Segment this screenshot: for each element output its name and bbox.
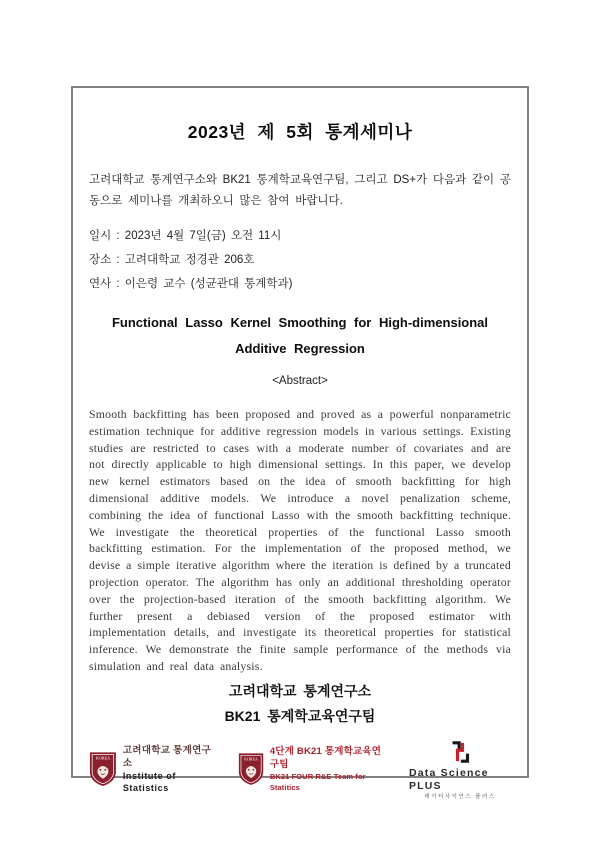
dsplus-name: Data Science PLUS [408, 766, 489, 792]
logo-row [89, 737, 511, 801]
detail-datetime: 일시 : 2023년 4월 7일(금) 오전 11시 [89, 230, 282, 242]
document-frame [71, 86, 529, 800]
page-title: 2023년 제 5회 통계세미나 [187, 122, 413, 142]
host-line-1: 고려대학교 통계연구소 [228, 682, 372, 699]
dsplus-subtitle: 데이터사이언스 플러스 [424, 793, 496, 800]
institute-logo-text [123, 744, 212, 794]
bk21-name-english: BK21 FOUR R&E Team for Statitics [269, 771, 366, 792]
korea-university-shield-icon [238, 750, 264, 788]
shield-text: KOREA [95, 755, 111, 761]
seminar-details [89, 224, 511, 296]
abstract-text: Smooth backfitting has been proposed and proved as a powerful nonparametric estimation technique for additive regression models in various settings. Existing studies are restricted to cases with a moderate number of covariates and are not directly applicable to high dimensional settings. In this paper, we develop new kernel estimators based on the idea of smooth backfitting for high dimensional additive models. We introduce a novel penalization scheme, combining the idea of functional Lasso with the smooth backfitting technique. We investigate the theoretical properties of the functional Lasso smooth backfitting estimation. For the implementation of the proposed method, we devise a simple iterative algorithm where the iteration is defined by a truncated projection operator. The algorithm has only an additional thresholding operator over the projection-based iteration of the smooth backfitting algorithm. We further present a debiased version of the proposed estimator with implementation details, and investigate its theoretical properties for statistical inference. We demonstrate the finite sample performance of the methods via simulation and real data analysis. [89, 407, 511, 673]
bk21-name-korean: 4단계 BK21 통계학교육연구팀 [269, 745, 382, 770]
host-organizations [89, 679, 511, 729]
institute-of-statistics-logo [89, 744, 212, 794]
intro-paragraph: 고려대학교 통계연구소와 BK21 통계학교육연구팀, 그리고 DS+가 다음과 같이 공동으로 세미나를 개최하오니 많은 참여 바랍니다. [89, 174, 511, 207]
detail-location: 장소 : 고려대학교 정경관 206호 [89, 254, 255, 266]
detail-speaker: 연사 : 이은령 교수 (성균관대 통계학과) [89, 278, 293, 290]
talk-title: Functional Lasso Kernel Smoothing for High-dimensional Additive Regression [111, 315, 489, 356]
institute-name-english: Institute of Statistics [122, 770, 177, 793]
data-science-plus-icon [445, 737, 475, 767]
bk21-team-logo [238, 745, 383, 793]
shield-text: KOREA [243, 756, 258, 762]
institute-name-korean: 고려대학교 통계연구소 [122, 744, 212, 769]
abstract-heading: <Abstract> [272, 375, 328, 387]
bk21-logo-text [270, 745, 383, 793]
data-science-plus-logo [409, 737, 511, 801]
host-line-2: BK21 통계학교육연구팀 [224, 707, 376, 724]
korea-university-shield-icon [89, 749, 117, 789]
